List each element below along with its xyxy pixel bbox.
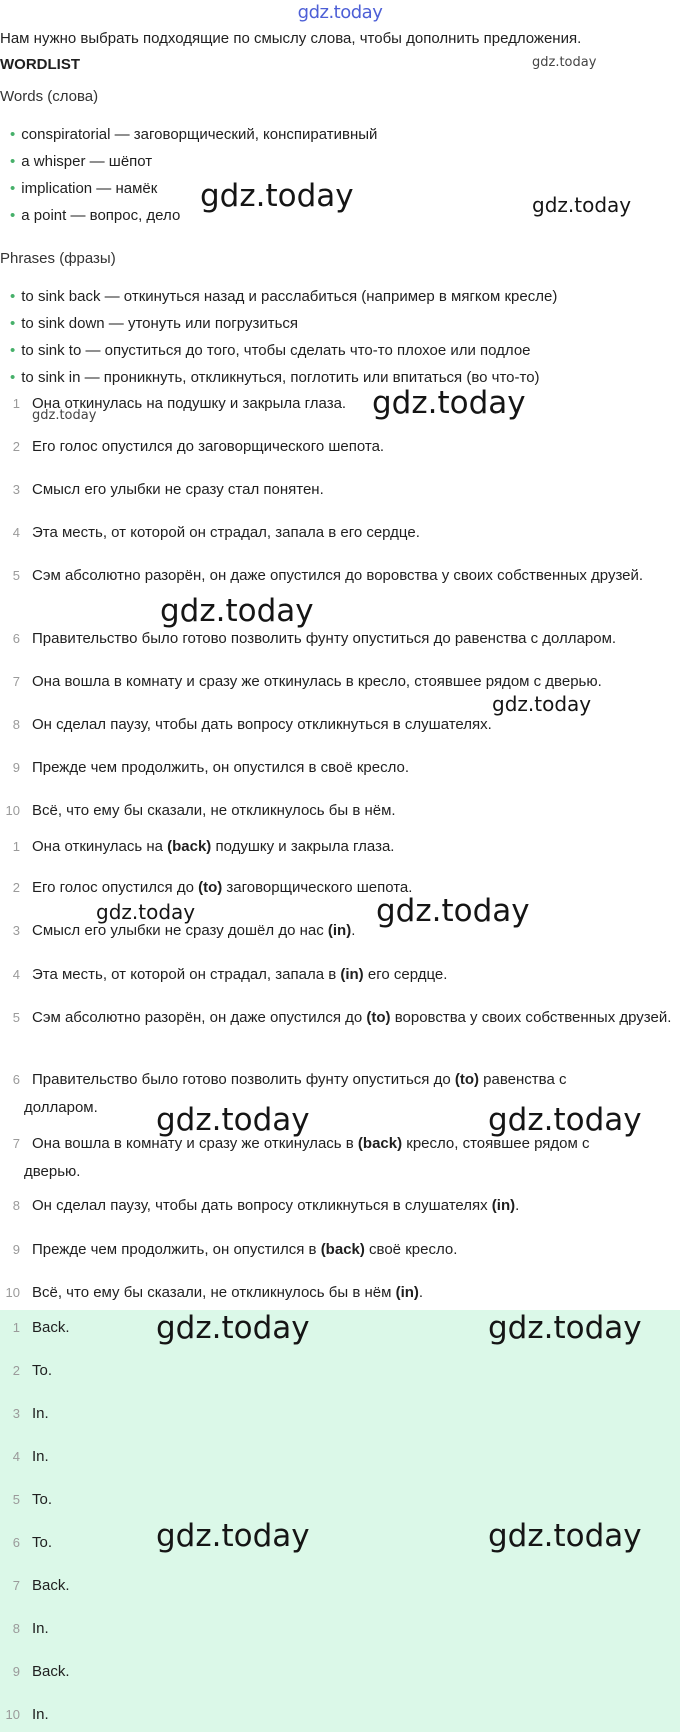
watermark: gdz.today — [32, 408, 97, 423]
list-item: 4 Эта месть, от которой он страдал, запала в его сердце. — [12, 524, 420, 541]
site-logo[interactable]: gdz.today — [297, 2, 383, 23]
watermark: gdz.today — [200, 178, 354, 214]
phrase-item: • to sink in — проникнуть, откликнуться, поглотить или впитаться (во что-то) — [10, 369, 540, 386]
watermark: gdz.today — [488, 1518, 642, 1554]
watermark: gdz.today — [532, 193, 632, 217]
phrase-item: • to sink to — опуститься до того, чтобы сделать что-то плохое или подлое — [10, 342, 531, 359]
bullet-icon: • — [10, 180, 16, 197]
watermark: gdz.today — [492, 692, 592, 716]
list-item: 7 Она вошла в комнату и сразу же откинулась в кресло, стоявшее рядом с дверью. — [12, 673, 602, 690]
words-heading: Words (слова) — [0, 88, 99, 105]
bullet-icon: • — [10, 126, 16, 143]
phrase-item: • to sink down — утонуть или погрузиться — [10, 315, 299, 332]
watermark: gdz.today — [532, 55, 597, 70]
word-item: • a whisper — шёпот — [10, 153, 153, 170]
bullet-icon: • — [10, 369, 16, 386]
word-item: • implication — намёк — [10, 180, 158, 197]
list-item: 6 Правительство было готово позволить фунту опуститься до равенства с долларом. — [12, 630, 617, 647]
list-item: 5 Сэм абсолютно разорён, он даже опустился до воровства у своих собственных друзей. — [12, 567, 644, 584]
watermark: gdz.today — [376, 893, 530, 929]
wordlist-heading: WORDLIST — [0, 56, 80, 73]
list-item: 1 Она откинулась на подушку и закрыла глаза. — [12, 395, 347, 412]
list-item: 3 Смысл его улыбки не сразу стал понятен. — [12, 481, 324, 498]
watermark: gdz.today — [156, 1102, 310, 1138]
bullet-icon: • — [10, 288, 16, 305]
list-item: 8 Он сделал паузу, чтобы дать вопросу откликнуться в слушателях. — [12, 716, 492, 733]
bullet-icon: • — [10, 342, 16, 359]
watermark: gdz.today — [156, 1518, 310, 1554]
word-item: • a point — вопрос, дело — [10, 207, 181, 224]
watermark: gdz.today — [488, 1310, 642, 1346]
bullet-icon: • — [10, 207, 16, 224]
watermark: gdz.today — [96, 900, 196, 924]
watermark: gdz.today — [372, 385, 526, 421]
watermark: gdz.today — [160, 593, 314, 629]
intro-text: Нам нужно выбрать подходящие по смыслу слова, чтобы дополнить предложения. — [0, 30, 582, 47]
list-item: 10 Всё, что ему бы сказали, не откликнулось бы в нём. — [5, 802, 396, 819]
watermark: gdz.today — [156, 1310, 310, 1346]
phrases-heading: Phrases (фразы) — [0, 250, 116, 267]
word-item: • conspiratorial — заговорщический, конспиративный — [10, 126, 378, 143]
list-item: 9 Прежде чем продолжить, он опустился в своё кресло. — [12, 759, 410, 776]
bullet-icon: • — [10, 153, 16, 170]
bullet-icon: • — [10, 315, 16, 332]
list-item: 2 Его голос опустился до заговорщического шепота. — [12, 438, 385, 455]
phrase-item: • to sink back — откинуться назад и расслабиться (например в мягком кресле) — [10, 288, 558, 305]
watermark: gdz.today — [488, 1102, 642, 1138]
